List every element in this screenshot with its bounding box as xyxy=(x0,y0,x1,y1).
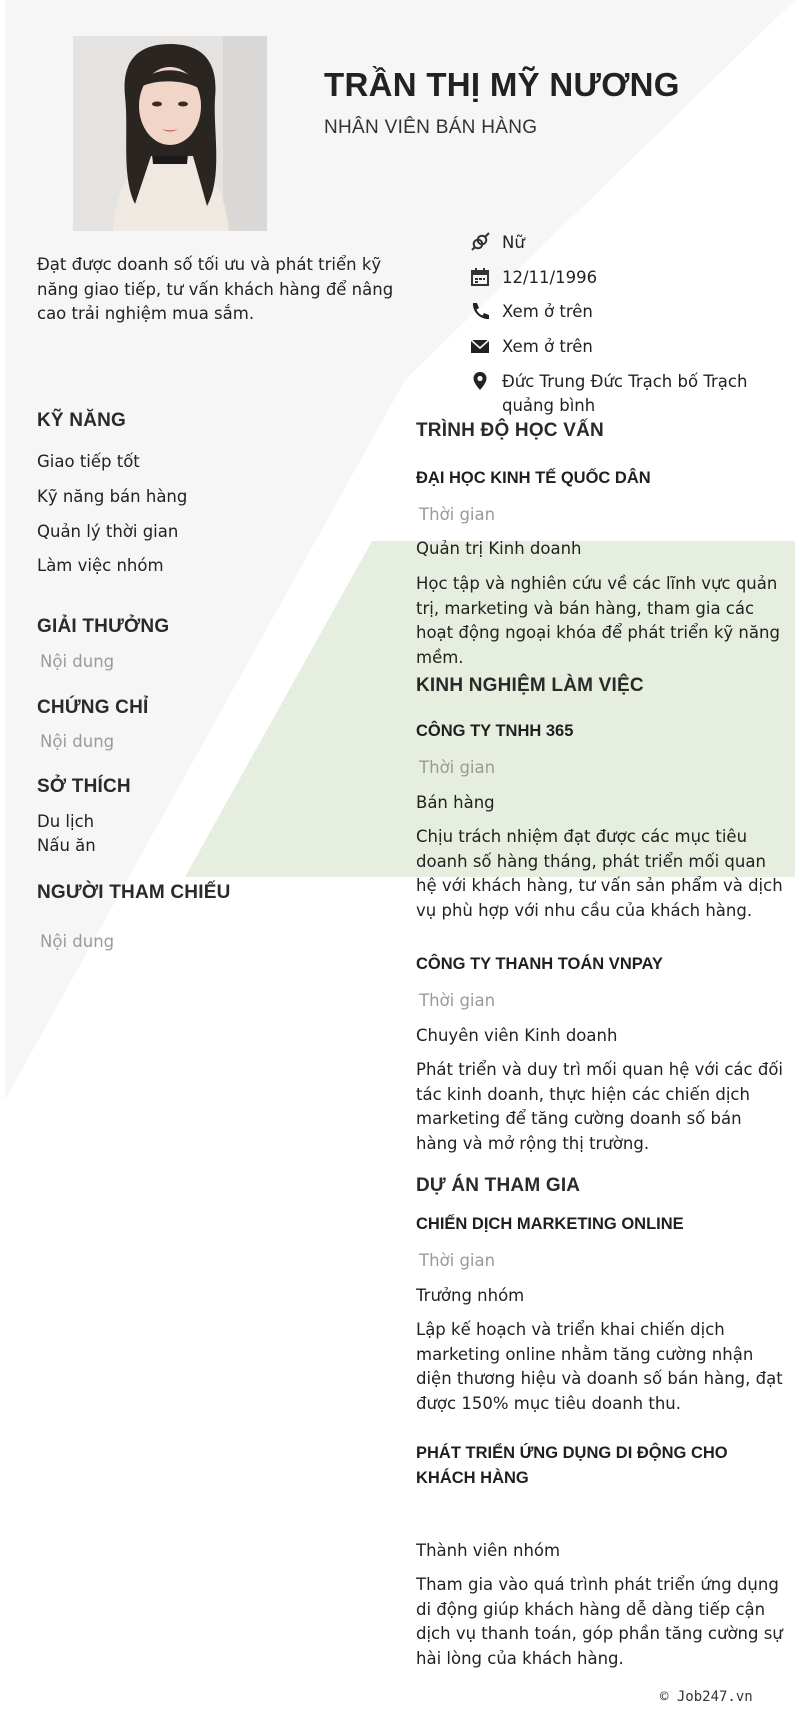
candidate-name: TRẦN THỊ MỸ NƯƠNG xyxy=(324,66,680,103)
experience-time: Thời gian xyxy=(419,991,496,1010)
experience-heading: KINH NGHIỆM LÀM VIỆC xyxy=(416,675,644,696)
phone-value: Xem ở trên xyxy=(502,302,593,321)
address-value: Đức Trung Đức Trạch bố Trạch quảng bình xyxy=(502,372,748,415)
certificates-placeholder: Nội dung xyxy=(40,732,115,751)
education-school: ĐẠI HỌC KINH TẾ QUỐC DÂN xyxy=(416,469,651,487)
contact-address xyxy=(470,370,800,418)
gender-icon xyxy=(470,231,496,253)
contact-birthday xyxy=(470,266,800,290)
career-objective: Đạt được doanh số tối ưu và phát triển kỹ năng giao tiếp, tư vấn khách hàng để nâng cao trải nghiệm mua sắm. xyxy=(37,255,394,323)
hobby-item: Nấu ăn xyxy=(37,836,96,855)
hobbies-heading: SỞ THÍCH xyxy=(37,776,131,797)
calendar-icon xyxy=(470,266,496,288)
awards-placeholder: Nội dung xyxy=(40,652,115,671)
contact-gender xyxy=(470,231,800,255)
skills-heading: KỸ NĂNG xyxy=(37,410,127,431)
experience-description: Phát triển và duy trì mối quan hệ với các đối tác kinh doanh, thực hiện các chiến dịch marketing để tăng cường doanh số bán hàng và mở rộng thị trường. xyxy=(416,1060,784,1153)
project-role: Thành viên nhóm xyxy=(416,1541,561,1560)
education-heading: TRÌNH ĐỘ HỌC VẤN xyxy=(416,420,604,441)
contact-email xyxy=(470,335,800,359)
gender-value: Nữ xyxy=(502,233,525,252)
certificates-heading: CHỨNG CHỈ xyxy=(37,697,149,718)
job-position: NHÂN VIÊN BÁN HÀNG xyxy=(324,117,538,138)
projects-heading: DỰ ÁN THAM GIA xyxy=(416,1175,581,1196)
phone-icon xyxy=(470,300,496,322)
education-description: Học tập và nghiên cứu về các lĩnh vực quản trị, marketing và bán hàng, tham gia các hoạt động ngoại khóa để phát triển kỹ năng mềm. xyxy=(416,574,780,667)
skill-item: Làm việc nhóm xyxy=(37,556,164,575)
references-heading: NGƯỜI THAM CHIẾU xyxy=(37,882,231,903)
experience-role: Chuyên viên Kinh doanh xyxy=(416,1026,618,1045)
email-value: Xem ở trên xyxy=(502,337,593,356)
profile-photo xyxy=(73,36,267,231)
project-role: Trưởng nhóm xyxy=(416,1286,525,1305)
project-name: CHIẾN DỊCH MARKETING ONLINE xyxy=(416,1215,684,1233)
skill-item: Kỹ năng bán hàng xyxy=(37,487,188,506)
hobby-item: Du lịch xyxy=(37,812,95,831)
references-placeholder: Nội dung xyxy=(40,932,115,951)
skill-item: Quản lý thời gian xyxy=(37,522,179,541)
skill-item: Giao tiếp tốt xyxy=(37,452,140,471)
birthday-value: 12/11/1996 xyxy=(502,268,598,287)
education-time: Thời gian xyxy=(419,505,496,524)
footer-copyright: © Job247.vn xyxy=(660,1689,753,1705)
awards-heading: GIẢI THƯỞNG xyxy=(37,616,170,637)
experience-company: CÔNG TY THANH TOÁN VNPAY xyxy=(416,955,663,973)
contact-phone xyxy=(470,300,800,324)
email-icon xyxy=(470,335,496,357)
project-description: Tham gia vào quá trình phát triển ứng dụng di động giúp khách hàng dễ dàng tiếp cận dịch vụ thanh toán, góp phần tăng cường sự hài lòng của khách hàng. xyxy=(416,1575,783,1668)
project-time: Thời gian xyxy=(419,1251,496,1270)
education-major: Quản trị Kinh doanh xyxy=(416,539,582,558)
project-name: PHÁT TRIỂN ỨNG DỤNG DI ĐỘNG CHO KHÁCH HÀNG xyxy=(416,1444,728,1487)
experience-description: Chịu trách nhiệm đạt được các mục tiêu doanh số hàng tháng, phát triển mối quan hệ với khách hàng, tư vấn sản phẩm và dịch vụ phù hợp với nhu cầu của khách hàng. xyxy=(416,827,783,920)
experience-role: Bán hàng xyxy=(416,793,495,812)
location-pin-icon xyxy=(470,370,496,392)
project-description: Lập kế hoạch và triển khai chiến dịch marketing online nhằm tăng cường nhận diện thương hiệu và doanh số bán hàng, đạt được 150% mục tiêu doanh thu. xyxy=(416,1320,783,1413)
experience-company: CÔNG TY TNHH 365 xyxy=(416,722,574,740)
experience-time: Thời gian xyxy=(419,758,496,777)
